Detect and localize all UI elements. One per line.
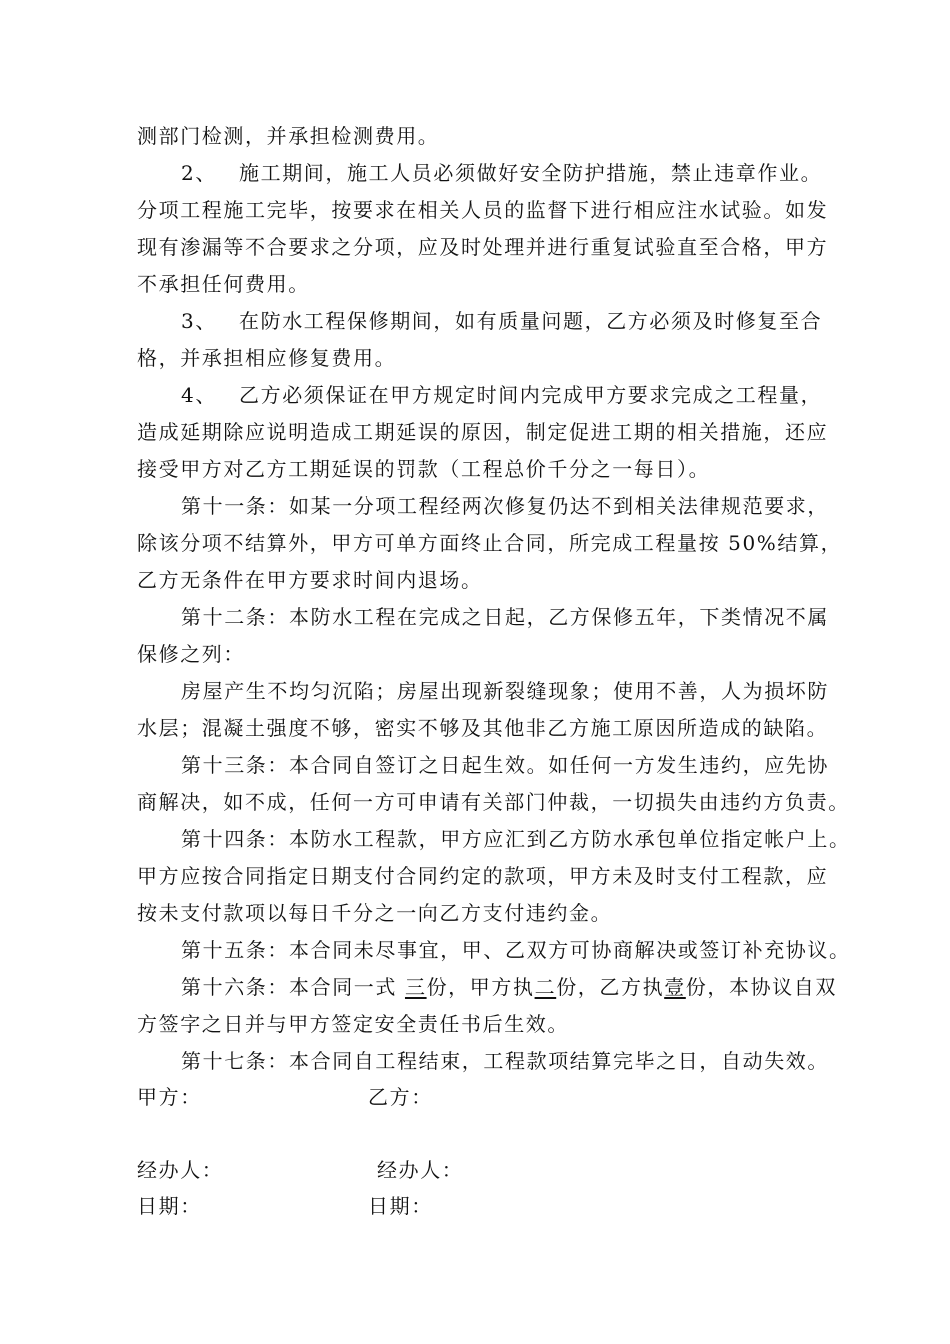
article-16-text: 第十六条：本合同一式 [181, 975, 405, 999]
paragraph-line: 按未支付款项以每日千分之一向乙方支付违约金。 [137, 901, 613, 925]
article-13-heading-line: 第十三条：本合同自签订之日起生效。如任何一方发生违约，应先协 [181, 753, 829, 777]
paragraph-line: 水层；混凝土强度不够，密实不够及其他非乙方施工原因所造成的缺陷。 [137, 716, 829, 740]
handler-a-label: 经办人： [137, 1158, 224, 1182]
party-b-label: 乙方： [368, 1085, 433, 1109]
paragraph-line: 除该分项不结算外，甲方可单方面终止合同，所完成工程量按 50%结算， [137, 531, 843, 555]
clause-4-line [181, 382, 822, 408]
clause-text: 乙方必须保证在甲方规定时间内完成甲方要求完成之工程量， [239, 383, 823, 407]
article-14-heading-line: 第十四条：本防水工程款，甲方应汇到乙方防水承包单位指定帐户上。 [181, 827, 851, 851]
paragraph-line: 保修之列： [137, 642, 245, 666]
article-15-line: 第十五条：本合同未尽事宜，甲、乙双方可协商解决或签订补充协议。 [181, 938, 851, 962]
copies-total-value: 三 [404, 975, 427, 999]
article-17-line: 第十七条：本合同自工程结束，工程款项结算完毕之日，自动失效。 [181, 1049, 829, 1073]
paragraph-line: 不承担任何费用。 [137, 272, 310, 296]
article-16-text: 份，本协议自双 [685, 975, 837, 999]
article-16-text: 份，乙方执 [556, 975, 665, 999]
date-b-label: 日期： [368, 1194, 433, 1218]
paragraph-line: 分项工程施工完毕，按要求在相关人员的监督下进行相应注水试验。如发 [137, 198, 829, 222]
exclusions-line: 房屋产生不均匀沉陷；房屋出现新裂缝现象；使用不善，人为损坏防 [181, 679, 829, 703]
clause-text: 施工期间，施工人员必须做好安全防护措施，禁止违章作业。 [239, 161, 823, 185]
paragraph-line: 造成延期除应说明造成工期延误的原因，制定促进工期的相关措施，还应 [137, 420, 829, 444]
paragraph-line: 甲方应按合同指定日期支付合同约定的款项，甲方未及时支付工程款，应 [137, 864, 829, 888]
handler-b-label: 经办人： [377, 1158, 464, 1182]
copies-party-a-value: 二 [534, 975, 557, 999]
paragraph-line: 方签字之日并与甲方签定安全责任书后生效。 [137, 1012, 569, 1036]
paragraph-line: 接受甲方对乙方工期延误的罚款（工程总价千分之一每日）。 [137, 457, 711, 481]
clause-text: 在防水工程保修期间，如有质量问题，乙方必须及时修复至合 [239, 309, 823, 333]
paragraph-line: 商解决，如不成，任何一方可申请有关部门仲裁，一切损失由违约方负责。 [137, 790, 850, 814]
copies-party-b-value: 壹 [664, 975, 686, 999]
paragraph-line: 格，并承担相应修复费用。 [137, 346, 397, 370]
article-12-heading-line: 第十二条：本防水工程在完成之日起，乙方保修五年，下类情况不属 [181, 605, 829, 629]
party-a-label: 甲方： [137, 1085, 202, 1109]
clause-number: 3、 [181, 309, 217, 333]
clause-3-line [181, 308, 822, 334]
paragraph-line: 测部门检测，并承担检测费用。 [137, 124, 440, 148]
article-16-heading-line [181, 974, 837, 1000]
paragraph-line: 乙方无条件在甲方要求时间内退场。 [137, 568, 483, 592]
paragraph-line: 现有渗漏等不合要求之分项，应及时处理并进行重复试验直至合格，甲方 [137, 235, 829, 259]
clause-number: 4、 [181, 383, 217, 407]
clause-number: 2、 [181, 161, 217, 185]
article-16-text: 份，甲方执 [426, 975, 535, 999]
date-a-label: 日期： [137, 1194, 202, 1218]
article-11-heading-line: 第十一条：如某一分项工程经两次修复仍达不到相关法律规范要求， [181, 494, 829, 518]
clause-2-line [181, 160, 822, 186]
